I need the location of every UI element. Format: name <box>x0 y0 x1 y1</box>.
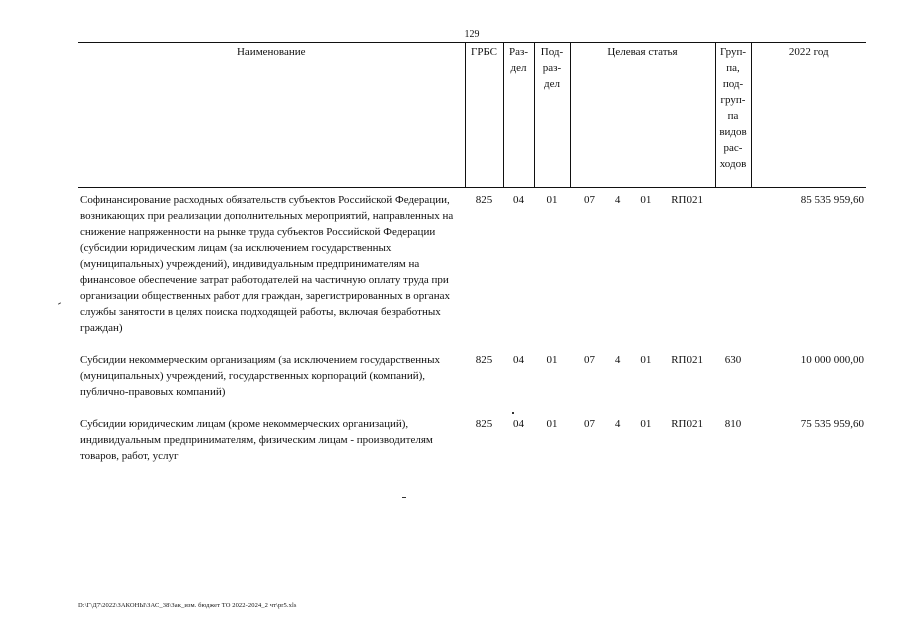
row-expense-group: 630 <box>724 354 742 366</box>
header-podrazdel: Под- раз- дел <box>534 43 570 188</box>
target-part-2: 4 <box>614 418 621 430</box>
row-amount: 10 000 000,00 <box>800 354 864 366</box>
target-part-4: RП021 <box>671 418 703 430</box>
target-part-1: 07 <box>584 418 595 430</box>
file-path-footer: D:\Г\Д7\2022\ЗАКОНЫ\ЗАС_38\Зак_изм. бюджет ТО 2022-2024_2 чт\pr5.xls <box>78 602 297 609</box>
row-name: Субсидии юридическим лицам (кроме некоммерческих организаций), индивидуальным предпринимателям, физическим лицам - производителям товаров, работ, услуг <box>80 418 433 462</box>
table-row <box>78 350 866 414</box>
row-grbs: 825 <box>475 194 493 206</box>
header-grbs: ГРБС <box>465 43 503 188</box>
row-expense-group: 810 <box>724 418 742 430</box>
target-part-3: 01 <box>640 418 652 430</box>
page-number: 129 <box>464 29 480 40</box>
row-razdel: 04 <box>513 418 524 430</box>
row-podrazdel: 01 <box>546 194 558 206</box>
row-grbs: 825 <box>475 418 493 430</box>
target-part-3: 01 <box>640 194 652 206</box>
header-year: 2022 год <box>751 43 866 188</box>
row-amount: 75 535 959,60 <box>800 418 864 430</box>
header-expense-group: Груп- па, под- груп- па видов рас- ходов <box>715 43 751 188</box>
scan-speck <box>402 497 406 498</box>
scan-speck <box>58 302 61 304</box>
row-target <box>570 188 715 351</box>
row-grbs: 825 <box>475 354 493 366</box>
row-razdel: 04 <box>513 354 524 366</box>
row-target <box>570 414 715 478</box>
target-part-4: RП021 <box>671 194 703 206</box>
row-target <box>570 350 715 414</box>
table-row <box>78 414 866 478</box>
target-part-2: 4 <box>614 354 621 366</box>
header-razdel: Раз- дел <box>503 43 534 188</box>
budget-table <box>78 42 866 478</box>
target-part-1: 07 <box>584 354 595 366</box>
table-row <box>78 188 866 351</box>
row-name: Субсидии некоммерческим организациям (за исключением государственных (муниципальных) учреждений, государственных корпораций (компаний), публично-правовых компаний) <box>80 354 440 398</box>
header-target: Целевая статья <box>570 43 715 188</box>
row-razdel: 04 <box>513 194 524 206</box>
row-expense-group <box>715 188 751 351</box>
target-part-4: RП021 <box>671 354 703 366</box>
row-name: Софинансирование расходных обязательств субъектов Российской Федерации, возникающих при реализации дополнительных мероприятий, направленных на снижение напряженности на рынке труда субъектов Российской Федерации (субсидии юридическим лицам (за исключением государственных (муниципальных) учреждений), индивидуальным предпринимателям на финансовое обеспечение затрат работодателей на частичную оплату труда при организации общественных работ для граждан, зарегистрированных в органах службы занятости в целях поиска подходящей работы, включая безработных граждан) <box>80 194 454 334</box>
target-part-3: 01 <box>640 354 652 366</box>
scan-speck <box>512 412 514 414</box>
row-amount: 85 535 959,60 <box>800 194 864 206</box>
table-header-row <box>78 43 866 188</box>
target-part-1: 07 <box>584 194 595 206</box>
header-name: Наименование <box>78 43 465 188</box>
row-podrazdel: 01 <box>546 354 558 366</box>
row-podrazdel: 01 <box>546 418 558 430</box>
target-part-2: 4 <box>614 194 621 206</box>
